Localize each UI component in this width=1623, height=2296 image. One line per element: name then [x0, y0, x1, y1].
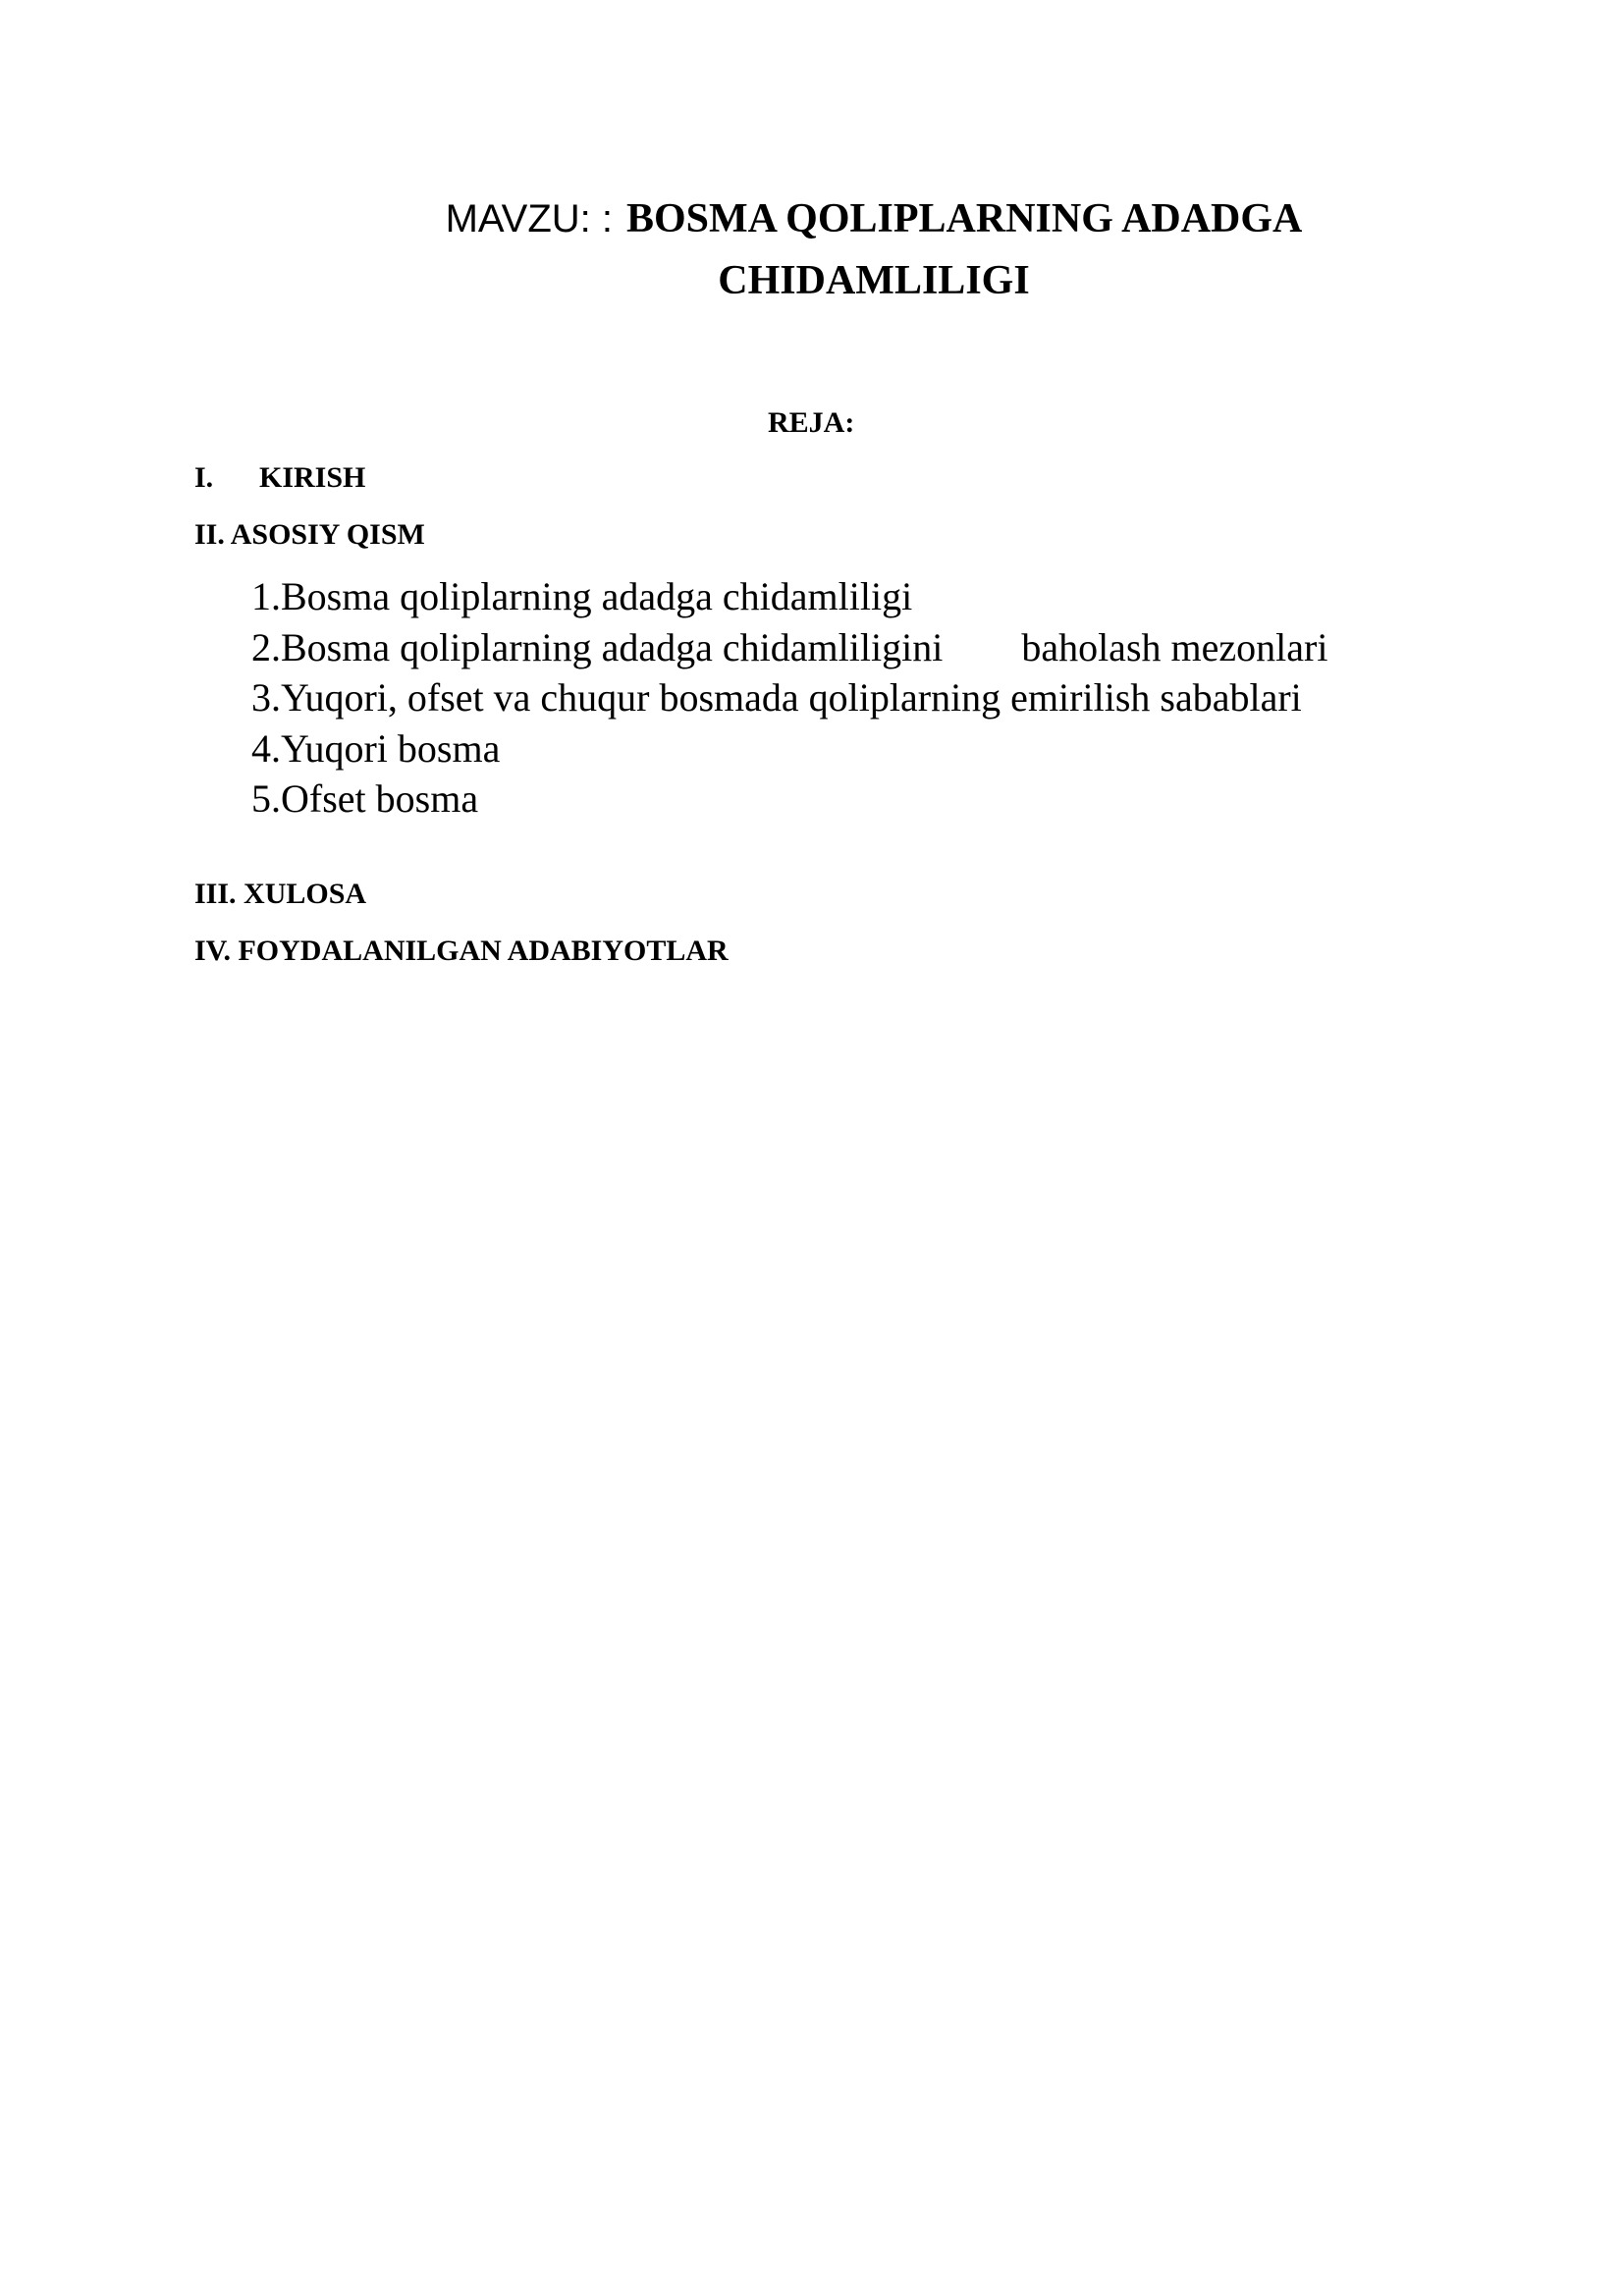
title-line-1: BOSMA QOLIPLARNING ADADGA [625, 196, 1303, 241]
section-number: IV. [194, 934, 231, 967]
list-item: 3.Yuqori, ofset va chuqur bosmada qoliplarning emirilish sabablari [251, 675, 1302, 720]
section-label: KIRISH [259, 461, 366, 494]
section-number: I. [194, 461, 214, 494]
section-conclusion [194, 878, 366, 911]
title-prefix: MAVZU: : [445, 197, 613, 240]
section-number: II. [194, 518, 225, 551]
page-title [0, 192, 1623, 307]
section-label: XULOSA [243, 878, 367, 910]
list-item: 4.Yuqori bosma [251, 725, 501, 771]
list-item: 5.Ofset bosma [251, 776, 479, 821]
section-introduction [194, 461, 365, 495]
section-main-part [194, 518, 425, 552]
section-label: FOYDALANILGAN ADABIYOTLAR [238, 934, 729, 967]
title-line-2: CHIDAMLILIGI [718, 258, 1030, 303]
main-part-subitems [251, 571, 1327, 825]
section-number: III. [194, 878, 237, 910]
list-item: 2.Bosma qoliplarning adadga chidamliligini baholash mezonlari [251, 624, 1328, 669]
list-item: 1.Bosma qoliplarning adadga chidamliligi [251, 574, 913, 618]
section-references [194, 934, 729, 968]
section-label: ASOSIY QISM [230, 518, 425, 551]
plan-heading: REJA: [768, 406, 855, 439]
